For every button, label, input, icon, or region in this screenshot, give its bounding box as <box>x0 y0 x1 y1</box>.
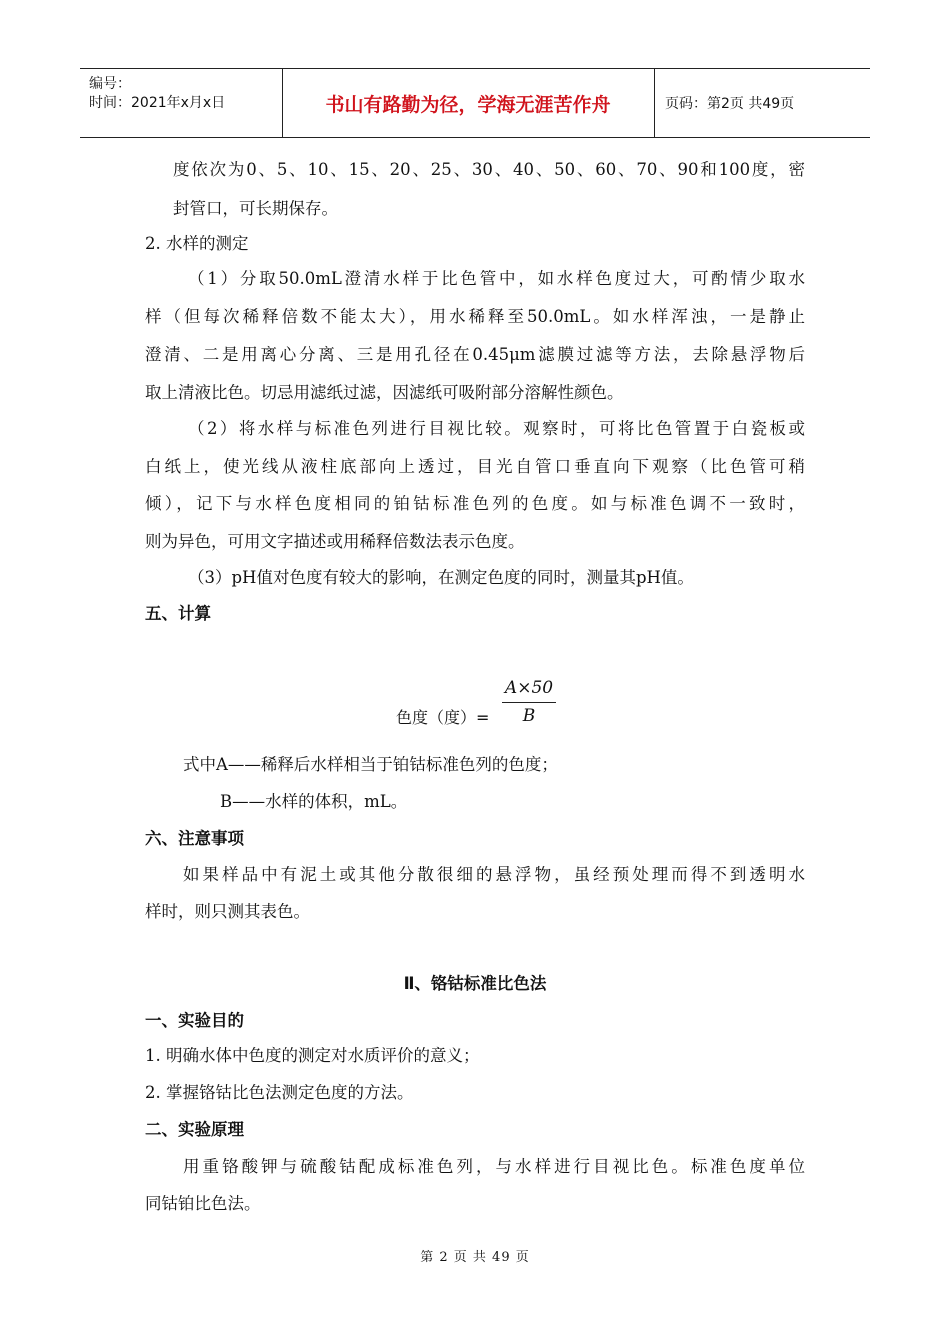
formula-denominator: B <box>522 706 536 726</box>
paragraph-line: 封管口，可长期保存。 <box>173 199 338 218</box>
page-footer: 第 2 页 共 49 页 <box>420 1250 530 1265</box>
paragraph-line: 样（但每次稀释倍数不能太大），用水稀释至50.0mL。如水样浑浊，一是静止 <box>145 307 805 326</box>
header-meta <box>80 69 283 137</box>
paragraph-line: 白纸上，使光线从液柱底部向上透过，目光自管口垂直向下观察（比色管可稍 <box>145 457 805 476</box>
formula-left: 色度（度）= <box>396 708 490 727</box>
formula-fraction <box>502 676 556 727</box>
section-heading: 一、实验目的 <box>145 1011 244 1030</box>
paragraph-line: （3）pH值对色度有较大的影响，在测定色度的同时，测量其pH值。 <box>188 568 694 587</box>
paragraph-line: （1）分取50.0mL澄清水样于比色管中，如水样色度过大，可酌情少取水 <box>188 269 805 288</box>
fraction-bar <box>502 702 556 703</box>
section-heading: 二、实验原理 <box>145 1120 244 1139</box>
formula-numerator: A×50 <box>504 678 554 698</box>
section-title: Ⅱ、铬钴标准比色法 <box>403 974 547 993</box>
list-item: 2. 掌握铬钴比色法测定色度的方法。 <box>145 1083 414 1102</box>
header-motto: 书山有路勤为径，学海无涯苦作舟 <box>282 69 655 137</box>
number-label: 编号： <box>89 76 131 92</box>
section-heading: 六、注意事项 <box>145 829 244 848</box>
paragraph-line: 样时，则只测其表色。 <box>145 902 310 921</box>
list-item: 1. 明确水体中色度的测定对水质评价的意义； <box>145 1046 480 1065</box>
paragraph-line: 如果样品中有泥土或其他分散很细的悬浮物，虽经预处理而得不到透明水 <box>183 865 805 884</box>
paragraph-line: 取上清液比色。切忌用滤纸过滤，因滤纸可吸附部分溶解性颜色。 <box>145 383 624 402</box>
header-page-info: 页码：第2页 共49页 <box>665 96 795 112</box>
page-header <box>80 68 870 138</box>
formula-note: B——水样的体积，mL。 <box>220 792 408 811</box>
paragraph-line: 用重铬酸钾与硫酸钴配成标准色列，与水样进行目视比色。标准色度单位 <box>183 1157 805 1176</box>
formula-note: 式中A——稀释后水样相当于铂钴标准色列的色度； <box>183 755 558 774</box>
paragraph-line: 澄清、二是用离心分离、三是用孔径在0.45μm滤膜过滤等方法，去除悬浮物后 <box>145 345 805 364</box>
paragraph-line: 度依次为0、5、10、15、20、25、30、40、50、60、70、90和100度，密 <box>173 160 805 179</box>
paragraph-line: 则为异色，可用文字描述或用稀释倍数法表示色度。 <box>145 532 525 551</box>
paragraph-line: （2）将水样与标准色列进行目视比较。观察时，可将比色管置于白瓷板或 <box>188 419 805 438</box>
paragraph-line: 倾），记下与水样色度相同的铂钴标准色列的色度。如与标准色调不一致时， <box>145 494 805 513</box>
time-label: 时间：2021年x月x日 <box>89 95 226 111</box>
subsection-title: 2. 水样的测定 <box>145 234 249 253</box>
paragraph-line: 同钴铂比色法。 <box>145 1194 261 1213</box>
section-heading: 五、计算 <box>145 604 211 623</box>
